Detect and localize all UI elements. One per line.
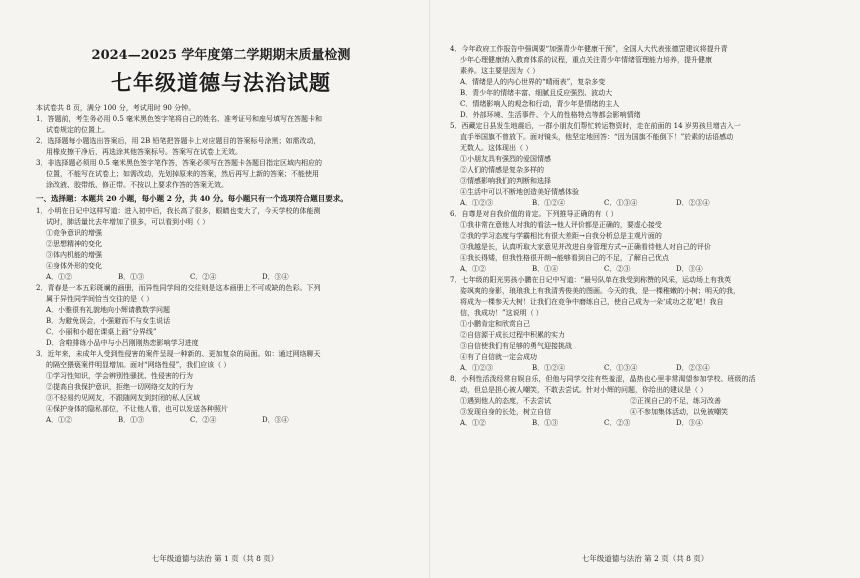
question-item: ③不轻易约见网友，不跟随网友到封闭的私人区域: [46, 394, 200, 402]
question-item: ①我非常在意他人对我的看法→他人评价都是正确的，要虚心接受: [460, 221, 662, 229]
option-a: A．①②: [460, 265, 487, 273]
question-4: [450, 44, 834, 121]
question-stem: 4．今年政府工作报告中强调要“加强青少年健康干预”，全国人大代表张德罡建议将提升青: [450, 45, 728, 53]
option-c: C．②③: [604, 265, 631, 273]
question-item: ②正视自己的不足，练习改善: [630, 397, 721, 405]
option-a: A．①②: [46, 273, 73, 281]
exam-term-title: 2024—2025 学年度第二学期期末质量检测: [91, 48, 351, 63]
question-3: [36, 349, 406, 426]
instruction-line: 用橡皮擦干净后，再选涂其他答案标号。答案写在试卷上无效。: [46, 148, 242, 156]
option-b: B．①④: [532, 265, 559, 273]
option-b: B．①②④: [532, 199, 566, 207]
option-a: A．①②: [46, 416, 73, 424]
question-item: ④保护身体的隐私部位，不让他人看，也可以发送各种照片: [46, 405, 228, 413]
question-stem: 2．青春是一本五彩斑斓的画册，而异性同学间的交往则是这本画册上不可或缺的色彩。下列: [36, 284, 321, 292]
answer-options: [450, 264, 834, 275]
question-item: ③情感影响我们的判断和选择: [460, 177, 551, 185]
question-stem: 属于异性同学间恰当交往的是（ ）: [46, 295, 154, 303]
question-item: D．外部环境、生活事件、个人的性格特点等都会影响情绪: [460, 111, 641, 119]
question-stem: 试时，肺活量比去年增加了很多，可以看到小明（ ）: [46, 218, 210, 226]
question-8: [450, 374, 834, 429]
instruction-line: 1．答题前，考生务必用 0.5 毫米黑色签字笔将自己的姓名、准考证号和座号填写在答题卡和: [36, 115, 323, 123]
question-item: ④我长得矮，但我性格很开朗→能够看到自己的不足，了解自己优点: [460, 254, 669, 262]
question-item: B．为避免误会，小强避而不与女生说话: [46, 317, 171, 325]
question-item: D．含啦排练小品中与小吕刚刚热恋影响学习进度: [46, 339, 199, 347]
question-stem: 的隔空猥亵案件明显增加。面对“网络性侵”，我们应该（ ）: [46, 361, 231, 369]
page-2: [430, 0, 860, 578]
answer-options: [450, 418, 834, 429]
question-2: [36, 283, 406, 349]
question-stem: 姿飒爽的身影，琅琅我上有我清秀俊美的图画。今天的我，是一棵稚嫩的小树；明天的我，: [460, 287, 740, 295]
question-item: ③自信使我们有足够的勇气迎接挑战: [460, 342, 572, 350]
option-a: A．①②③: [460, 364, 494, 372]
question-stem: 直手举国旗不曾放下。面对镜头，他坚定地回答：“因为国旗不能倒下！”於素的话语感动: [460, 133, 734, 141]
question-item: ①学习性知识，学会辨别性骚扰、性侵害的行为: [46, 372, 193, 380]
question-item: ②自信源于成长过程中积累的实力: [460, 331, 565, 339]
instructions: [36, 103, 406, 191]
question-stem: 无数人。这体现出（ ）: [460, 144, 533, 152]
instruction-line: 试卷规定的位置上。: [46, 126, 109, 134]
option-c: C．①③④: [604, 199, 638, 207]
question-stem: 7．七年级的阳光男孩小鹏在日记中写道：“最号队单在我受到称赞的风采，运动场上有我英: [450, 276, 732, 284]
question-item: ③体内机能的增强: [46, 251, 102, 259]
option-c: C．①③④: [604, 364, 638, 372]
option-d: D．②③④: [676, 199, 710, 207]
question-item: ④生活中可以不断地创造美好情感体验: [460, 188, 579, 196]
question-item: ④不参加集体活动，以免被嘲笑: [630, 408, 728, 416]
option-a: A．①②: [460, 419, 487, 427]
instruction-line: 本试卷共 8 页，满分 100 分，考试用时 90 分钟。: [36, 104, 196, 112]
question-stem: 8．小利性活泼经常自娱自乐，但他与同学交往有些羞涩，晶热也心里非常渴望参加学校、班级的活: [450, 375, 756, 383]
answer-options: [36, 272, 406, 283]
option-b: B．①②④: [532, 364, 566, 372]
question-item-row: [450, 396, 834, 407]
option-a: A．①②③: [460, 199, 494, 207]
question-stem: 少年心理健康纳入教育体系的议程，重点关注青少年情绪管理能力培养，提升健康: [460, 56, 712, 64]
answer-options: [36, 415, 406, 426]
option-c: C．②④: [190, 273, 217, 281]
question-stem: 素养。这主要是因为（ ）: [460, 67, 540, 75]
question-item: ①小朋友具有强烈的爱国情感: [460, 155, 551, 163]
question-stem: 将成为一棵参天大树！让我们在竞争中磨练自己，使自己成为一朵‘成功之花’吧！我自: [460, 298, 724, 306]
question-item: ②我的学习态度与学霸相比有很大差距→自我分析总是主观片面的: [460, 232, 662, 240]
page-footer: 七年级道德与法治 第 1 页（共 8 页）: [151, 554, 279, 563]
question-item: ②思想精神的变化: [46, 240, 102, 248]
option-d: D．③④: [676, 419, 703, 427]
instruction-line: 3．非选择题必须用 0.5 毫米黑色签字笔作答，答案必须写在答题卡各题目指定区域内相应的: [36, 159, 323, 167]
question-item: C．情绪影响人的观念和行动，青少年是情绪的主人: [460, 100, 620, 108]
question-item: ③发现自身的长处，树立自信: [460, 408, 551, 416]
question-item: ①遇到他人的态度，不去尝试: [460, 397, 551, 405]
option-d: D．②③④: [676, 364, 710, 372]
question-item: ②人们的情感是复杂多样的: [460, 166, 544, 174]
question-item: C．小丽和小超在课桌上画“分界线”: [46, 328, 157, 336]
instruction-line: 涂改液、胶带纸、修正带。不按以上要求作答的答案无效。: [46, 181, 228, 189]
option-d: D．③④: [262, 273, 289, 281]
section-heading: 一、选择题：本题共 20 小题，每小题 2 分，共 40 分。每小题只有一个选项符合题目要求。: [36, 194, 348, 203]
question-item-row: [450, 407, 834, 418]
question-stem: 5．西藏定日县发生地震后，一群小朋友们帮忙转运物资时，走在前面的 14 岁男孩旦增吉入一: [450, 122, 741, 130]
instruction-line: 位置，不能写在试卷上；如需改动，先划掉原来的答案，然后再写上新的答案；不能使用: [46, 170, 319, 178]
question-stem: 信，我成功！”这说明（ ）: [460, 309, 543, 317]
page-footer: 七年级道德与法治 第 2 页（共 8 页）: [581, 554, 709, 563]
option-c: C．②④: [190, 416, 217, 424]
question-item: ④有了自信就一定会成功: [460, 353, 537, 361]
question-6: [450, 209, 834, 275]
question-item: B．青少年的情绪丰富、细腻且反应强烈、波动大: [460, 89, 613, 97]
question-item: ①小鹏肯定和欣赏自己: [460, 320, 530, 328]
question-item: ①竞争意识的增强: [46, 229, 102, 237]
option-b: B．①③: [118, 273, 145, 281]
question-item: A．情绪是人的内心世界的“晴雨表”，复杂多变: [460, 78, 606, 86]
option-b: B．①③: [118, 416, 145, 424]
question-5: [450, 121, 834, 209]
question-1: [36, 206, 406, 283]
question-stem: 1．小明在日记中这样写道：进入初中后，我长高了很多，眼睛也变大了，今天学校的体能测: [36, 207, 321, 215]
question-7: [450, 275, 834, 374]
question-stem: 动，但总是担心被人嘲笑，不敢去尝试。针对小辉的问题，你给出的建议是（ ）: [460, 386, 708, 394]
option-b: B．①③: [532, 419, 559, 427]
instruction-line: 2．选择题每小题选出答案后，用 2B 铅笔把答题卡上对应题目的答案标号涂黑；如需改动，: [36, 137, 321, 145]
question-item: ③我越是长，认真听取大家意见并改进自身管理方式→正确看待他人对自己的评价: [460, 243, 711, 251]
option-d: D．③④: [262, 416, 289, 424]
answer-options: [450, 198, 834, 209]
question-item: ④身体外形的变化: [46, 262, 102, 270]
question-stem: 3．近年来，未成年人受到性侵害的案件呈现一种新的、更加复杂的局面。如：通过网络聊天: [36, 350, 321, 358]
option-d: D．③④: [676, 265, 703, 273]
exam-subject-title: 七年级道德与法治试题: [111, 70, 331, 95]
question-item: A．小雅很有礼貌地向小辉请教数学问题: [46, 306, 171, 314]
option-c: C．②③: [604, 419, 631, 427]
question-item: ②提高自我保护意识，拒绝一切网络交友的行为: [46, 383, 193, 391]
answer-options: [450, 363, 834, 374]
question-stem: 6．自尊是对自我价值的肯定。下列推导正确的有（ ）: [450, 210, 618, 218]
